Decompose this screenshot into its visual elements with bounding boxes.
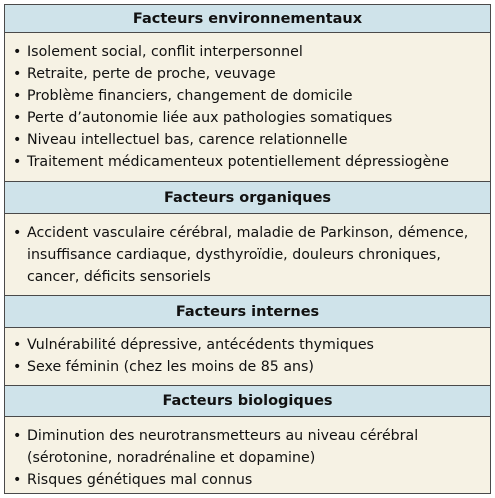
list-item: • Accident vasculaire cérébral, maladie de Parkinson, démence, <box>13 223 484 245</box>
list-item: • Risques génétiques mal connus <box>13 470 484 492</box>
list-item: • Perte d’autonomie liée aux pathologies somatiques <box>13 108 484 130</box>
section-title-environmental: Facteurs environnementaux <box>5 5 490 33</box>
section-internal <box>5 295 490 386</box>
bullet-icon: • <box>13 428 22 444</box>
section-title-organic: Facteurs organiques <box>5 181 490 214</box>
list-item: • Sexe féminin (chez les moins de 85 ans) <box>13 357 484 379</box>
bullet-icon: • <box>13 359 22 375</box>
section-environmental <box>5 5 490 181</box>
list-item: • Retraite, perte de proche, veuvage <box>13 64 484 86</box>
list-item: • Traitement médicamenteux potentiellement dépressiogène <box>13 152 484 174</box>
bullet-icon: • <box>13 110 22 126</box>
list-item: • Vulnérabilité dépressive, antécédents thymiques <box>13 335 484 357</box>
bullet-icon: • <box>13 154 22 170</box>
list-item-continuation: cancer, déficits sensoriels <box>27 269 211 285</box>
section-organic <box>5 181 490 296</box>
list-item: • Niveau intellectuel bas, carence relationnelle <box>13 130 484 152</box>
list-item: • Isolement social, conflit interpersonnel <box>13 42 484 64</box>
bullet-icon: • <box>13 44 22 60</box>
bullet-icon: • <box>13 337 22 353</box>
list-item: • Problème financiers, changement de domicile <box>13 86 484 108</box>
section-title-biological: Facteurs biologiques <box>5 385 490 417</box>
bullet-icon: • <box>13 225 22 241</box>
list-item-continuation: (sérotonine, noradrénaline et dopamine) <box>27 450 316 466</box>
factors-table <box>4 4 491 494</box>
bullet-icon: • <box>13 132 22 148</box>
bullet-icon: • <box>13 472 22 488</box>
section-title-internal: Facteurs internes <box>5 295 490 328</box>
bullet-icon: • <box>13 66 22 82</box>
section-biological <box>5 385 490 493</box>
bullet-icon: • <box>13 88 22 104</box>
list-item-continuation: insuffisance cardiaque, dysthyroïdie, douleurs chroniques, <box>27 247 441 263</box>
list-item: • Diminution des neurotransmetteurs au niveau cérébral <box>13 426 484 448</box>
